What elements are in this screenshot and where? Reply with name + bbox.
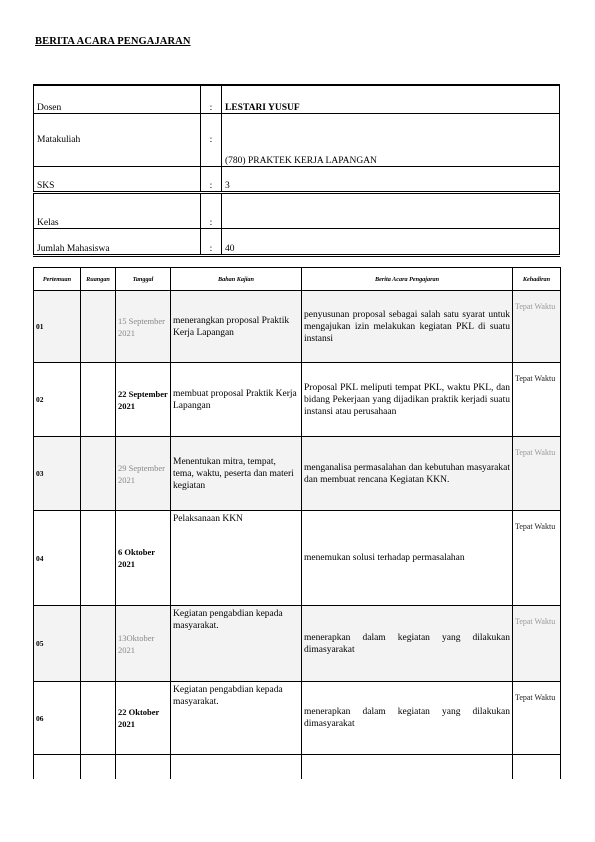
cell-berita: Proposal PKL meliputi tempat PKL, waktu PKL, dan bidang Pekerjaan yang dijadikan praktik kerjadi suatu instansi atau perusahaan (302, 363, 513, 437)
info-label: SKS (34, 166, 201, 192)
info-label: Matakuliah (34, 113, 201, 166)
cell-tanggal: 13Oktober 2021 (116, 606, 171, 682)
info-colon: : (201, 113, 222, 166)
info-row-matakuliah (34, 113, 560, 166)
info-label: Jumlah Mahasiswa (34, 228, 201, 255)
info-label: Kelas (34, 192, 201, 228)
table-row (34, 437, 561, 511)
cell-ruangan (81, 363, 116, 437)
cell-berita: menerapkan dalam kegiatan yang dilakukan dimasyarakat (302, 682, 513, 755)
cell-bahan: Kegiatan pengabdian kepada masyarakat. (171, 682, 302, 755)
header-bahan-kajian: Bahan Kajian (171, 268, 302, 291)
cell-kehadiran: Tepat Waktu (513, 437, 561, 511)
cell-bahan: Kegiatan pengabdian kepada masyarakat. (171, 606, 302, 682)
info-row-kelas (34, 192, 560, 228)
cell-ruangan (81, 682, 116, 755)
empty-cell (34, 755, 81, 780)
table-row (34, 291, 561, 363)
cell-kehadiran: Tepat Waktu (513, 511, 561, 606)
header-kehadiran: Kehadiran (513, 268, 561, 291)
cell-tanggal: 6 Oktober 2021 (116, 511, 171, 606)
cell-pertemuan: 04 (34, 511, 81, 606)
cell-ruangan (81, 606, 116, 682)
cell-tanggal: 22 Oktober 2021 (116, 682, 171, 755)
empty-cell (171, 755, 302, 780)
empty-cell (116, 755, 171, 780)
cell-bahan: membuat proposal Praktik Kerja Lapangan (171, 363, 302, 437)
cell-bahan: Pelaksanaan KKN (171, 511, 302, 606)
cell-kehadiran: Tepat Waktu (513, 606, 561, 682)
info-value-kelas (222, 192, 560, 228)
cell-tanggal: 15 September 2021 (116, 291, 171, 363)
cell-berita: penyusunan proposal sebagai salah satu syarat untuk mengajukan izin melakukan kegiatan PKL di suatu instansi (302, 291, 513, 363)
cell-tanggal: 29 September 2021 (116, 437, 171, 511)
table-row-empty (34, 755, 561, 780)
cell-berita: menerapkan dalam kegiatan yang dilakukan dimasyarakat (302, 606, 513, 682)
info-colon: : (201, 166, 222, 192)
empty-cell (81, 755, 116, 780)
cell-kehadiran: Tepat Waktu (513, 363, 561, 437)
info-row-dosen (34, 85, 560, 113)
cell-pertemuan: 06 (34, 682, 81, 755)
table-row (34, 682, 561, 755)
cell-ruangan (81, 511, 116, 606)
info-value-sks: 3 (222, 166, 560, 192)
cell-kehadiran: Tepat Waktu (513, 291, 561, 363)
cell-berita: menganalisa permasalahan dan kebutuhan masyarakat dan membuat rencana Kegiatan KKN. (302, 437, 513, 511)
attendance-table (33, 267, 561, 779)
cell-pertemuan: 02 (34, 363, 81, 437)
table-row (34, 606, 561, 682)
header-ruangan: Ruangan (81, 268, 116, 291)
info-value-matakuliah: (780) PRAKTEK KERJA LAPANGAN (222, 113, 560, 166)
course-info-table (33, 84, 560, 257)
info-value-jumlah: 40 (222, 228, 560, 255)
empty-cell (513, 755, 561, 780)
cell-berita: menemukan solusi terhadap permasalahan (302, 511, 513, 606)
cell-ruangan (81, 437, 116, 511)
info-label: Dosen (34, 85, 201, 113)
cell-kehadiran: Tepat Waktu (513, 682, 561, 755)
empty-cell (302, 755, 513, 780)
cell-ruangan (81, 291, 116, 363)
header-pertemuan: Pertemuan (34, 268, 81, 291)
cell-bahan: Menentukan mitra, tempat, tema, waktu, peserta dan materi kegiatan (171, 437, 302, 511)
info-colon: : (201, 85, 222, 113)
cell-pertemuan: 01 (34, 291, 81, 363)
document-title: BERITA ACARA PENGAJARAN (35, 36, 191, 47)
header-berita-acara: Berita Acara Pengajaran (302, 268, 513, 291)
header-tanggal: Tanggal (116, 268, 171, 291)
cell-tanggal: 22 September 2021 (116, 363, 171, 437)
info-colon: : (201, 228, 222, 255)
cell-pertemuan: 03 (34, 437, 81, 511)
table-row (34, 363, 561, 437)
info-row-sks (34, 166, 560, 192)
info-colon: : (201, 192, 222, 228)
cell-pertemuan: 05 (34, 606, 81, 682)
table-row (34, 511, 561, 606)
table-header-row (34, 268, 561, 291)
cell-bahan: menerangkan proposal Praktik Kerja Lapangan (171, 291, 302, 363)
info-row-jumlah (34, 228, 560, 255)
info-value-dosen: LESTARI YUSUF (222, 85, 560, 113)
